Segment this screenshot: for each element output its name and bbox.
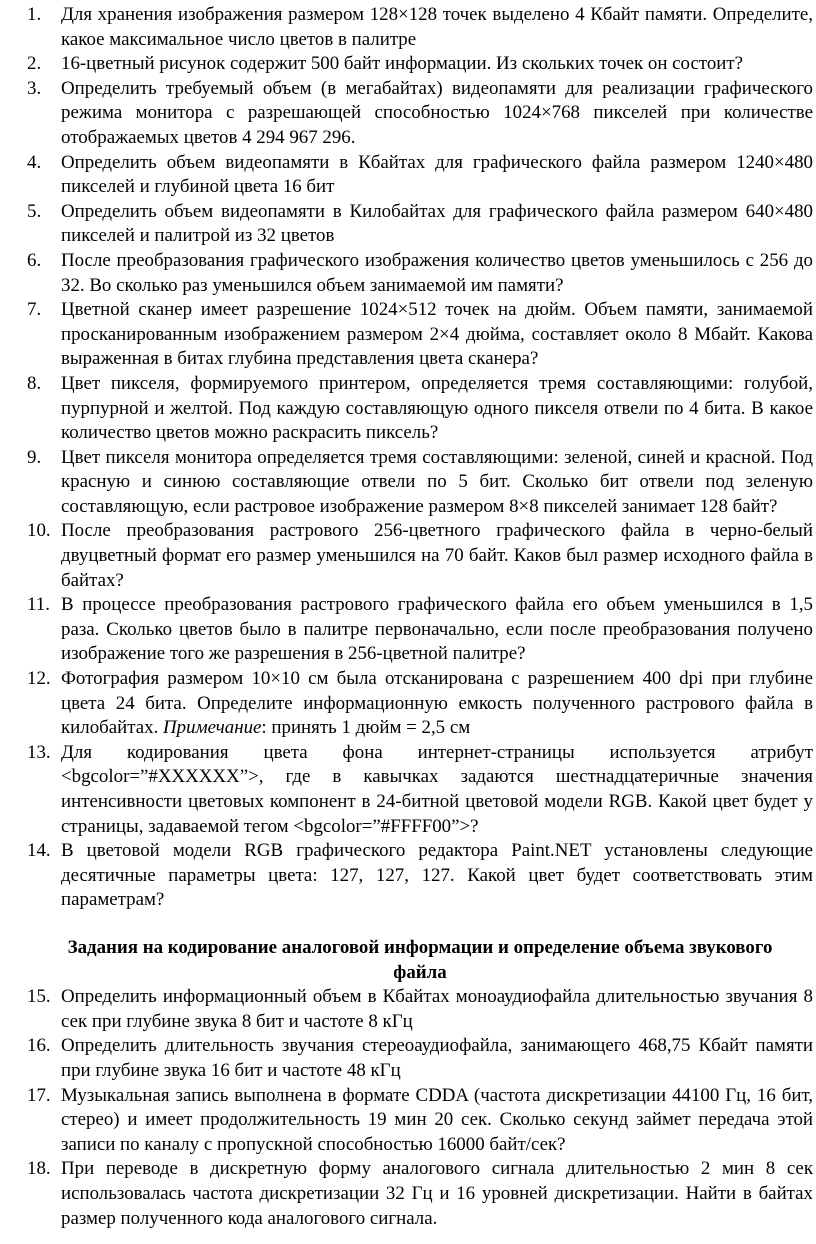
task-text: Цвет пикселя, формируемого принтером, определяется тремя составляющими: голубой, пурпурной и желтой. Под каждую составляющую одного пикселя отвели по 4 бита. В какое количество цветов можно раскрасить пиксель?	[61, 372, 813, 444]
list-item	[27, 77, 813, 151]
task-number: 18.	[27, 1158, 51, 1180]
task-text: После преобразования растрового 256-цветного графического файла в черно-белый двуцветный формат его размер уменьшился на 70 байт. Каков был размер исходного файла в байтах?	[61, 520, 813, 591]
task-text: В процессе преобразования растрового графического файла его объем уменьшился в 1,5 раза. Сколько цветов было в палитре первоначально, если после преобразования получено изображение того же разрешения в 256-цветной палитре?	[61, 594, 813, 665]
task-number: 13.	[27, 741, 51, 763]
task-number: 14.	[27, 840, 51, 862]
task-number: 9.	[27, 446, 42, 468]
task-number: 10.	[27, 520, 51, 542]
task-text: Определить объем видеопамяти в Килобайтах для графического файла размером 640×480 пикселей и палитрой из 32 цветов	[61, 200, 813, 247]
document-page	[0, 3, 816, 1244]
list-item	[27, 519, 813, 593]
section-heading: Задания на кодирование аналоговой информации и определение объема звукового файла	[67, 936, 773, 983]
task-number: 17.	[27, 1084, 51, 1106]
task-number: 16.	[27, 1035, 51, 1057]
list-item	[27, 298, 813, 372]
list-item	[27, 839, 813, 913]
list-item	[27, 1157, 813, 1231]
list-item	[27, 3, 813, 52]
section-spacer	[27, 913, 813, 936]
list-item	[27, 200, 813, 249]
task-text: 16-цветный рисунок содержит 500 байт информации. Из скольких точек он состоит?	[61, 53, 744, 75]
task-number: 12.	[27, 668, 51, 690]
task-list-audio	[27, 985, 813, 1231]
list-item	[27, 593, 813, 667]
task-text: Цветной сканер имеет разрешение 1024×512 точек на дюйм. Объем памяти, занимаемой просканированным изображением размером 2×4 дюйма, составляет около 8 Мбайт. Какова выраженная в битах глубина представления цвета сканера?	[61, 299, 813, 370]
task-text: Музыкальная запись выполнена в формате CDDA (частота дискретизации 44100 Гц, 16 бит, стерео) и имеет продолжительность 19 мин 20 сек. Сколько секунд займет передача этой записи по каналу с пропускной способностью 16000 байт/сек?	[61, 1084, 813, 1155]
list-item	[27, 446, 813, 520]
list-item	[27, 1084, 813, 1158]
task-text: В цветовой модели RGB графического редактора Paint.NET установлены следующие десятичные параметры цвета: 127, 127, 127. Какой цвет будет соответствовать этим параметрам?	[61, 840, 813, 911]
task-text: После преобразования графического изображения количество цветов уменьшилось с 256 до 32. Во сколько раз уменьшился объем занимаемой им памяти?	[61, 249, 813, 296]
list-item	[27, 1034, 813, 1083]
task-number: 1.	[27, 4, 42, 25]
task-number: 5.	[27, 200, 42, 222]
task-number: 4.	[27, 151, 42, 173]
task-text: Для хранения изображения размером 128×128 точек выделено 4 Кбайт памяти. Определите, какое максимальное число цветов в палитре	[61, 4, 813, 50]
task-number: 2.	[27, 53, 42, 75]
list-item	[27, 151, 813, 200]
note-label: Примечание	[163, 717, 262, 739]
list-item	[27, 667, 813, 741]
task-number: 11.	[27, 594, 50, 616]
task-number: 7.	[27, 299, 42, 321]
list-item	[27, 52, 813, 77]
task-text: Для кодирования цвета фона интернет-страницы используется атрибут <bgcolor=”#XXXXXX”>, где в кавычках задаются шестнадцатеричные значения интенсивности цветовых компонент в 24-битной цветовой модели RGB. Какой цвет будет у страницы, задаваемой тегом <bgcolor=”#FFFF00”>?	[61, 741, 813, 837]
task-number: 3.	[27, 77, 42, 99]
task-text: Определить длительность звучания стереоаудиофайла, занимающего 468,75 Кбайт памяти при глубине звука 16 бит и частоте 48 кГц	[61, 1035, 813, 1081]
list-item	[27, 741, 813, 839]
task-text: При переводе в дискретную форму аналогового сигнала длительностью 2 мин 8 сек использовалась частота дискретизации 32 Гц и 16 уровней дискретизации. Найти в байтах размер полученного кода аналогового сигнала.	[61, 1158, 813, 1229]
task-text	[61, 667, 813, 741]
task-text: Цвет пикселя монитора определяется тремя составляющими: зеленой, синей и красной. Под красную и синюю составляющие отвели по 5 бит. Сколько бит отвели под зеленую составляющую, если растровое изображение размером 8×8 пикселей занимает 128 байт?	[61, 446, 813, 517]
task-number: 15.	[27, 986, 51, 1008]
task-list-graphics	[27, 3, 813, 913]
task-text: Определить объем видеопамяти в Кбайтах для графического файла размером 1240×480 пикселей и глубиной цвета 16 бит	[61, 151, 813, 198]
task-number: 6.	[27, 249, 42, 271]
list-item	[27, 372, 813, 446]
task-text: Определить информационный объем в Кбайтах моноаудиофайла длительностью звучания 8 сек при глубине звука 8 бит и частоте 8 кГц	[61, 986, 813, 1032]
note-text: : принять 1 дюйм = 2,5 см	[261, 717, 471, 739]
list-item	[27, 249, 813, 298]
list-item	[27, 985, 813, 1034]
task-text: Определить требуемый объем (в мегабайтах) видеопамяти для реализации графического режима монитора с разрешающей способностью 1024×768 пикселей при количестве отображаемых цветов 4 294 967 296.	[61, 77, 813, 148]
task-number: 8.	[27, 372, 42, 394]
task-text-main: Фотография размером 10×10 см была отсканирована с разрешением 400 dpi при глубине цвета 24 бита. Определите информационную емкость полученного растрового файла в килобайтах.	[61, 668, 813, 739]
